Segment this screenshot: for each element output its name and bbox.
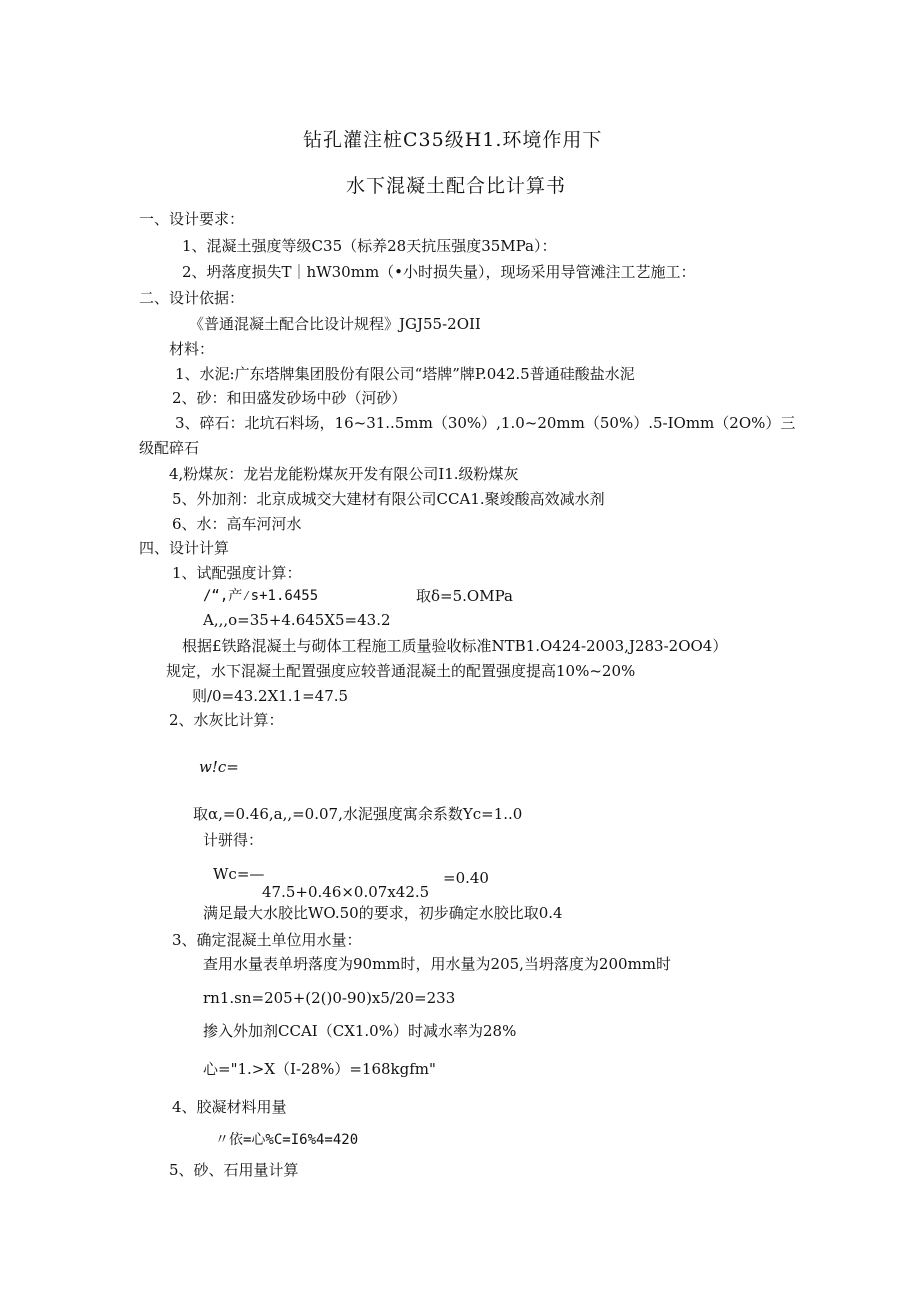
section4-heading: 四、设计计算 <box>139 539 230 557</box>
calc1-formula: /“,产⁄s+1.6455 <box>203 588 319 604</box>
standard-reference: 《普通混凝土配合比设计规程》JGJ55-2OII <box>189 315 481 333</box>
doc-title-line2: 水下混凝土配合比计算书 <box>346 175 567 197</box>
calc2-formula: w!c= <box>199 758 239 776</box>
calc2-calc-label: 计骈得： <box>203 831 264 849</box>
calc3-admixture: 掺入外加剂CCAI（CX1.0%）时减水率为28% <box>203 1022 517 1040</box>
material-gravel-cont: 级配碎石 <box>139 439 200 457</box>
material-admixture: 5、外加剂：北京成城交大建材有限公司CCA1.聚竣酸高效减水剂 <box>172 490 605 508</box>
section2-heading: 二、设计依据： <box>139 289 245 307</box>
design-req-1: 1、混凝土强度等级C35（标养28天抗压强度35MPa）： <box>182 237 557 255</box>
material-gravel: 3、碎石：北坑石料场，16~31..5mm（30%）,1.0~20mm（50%）.5-IOmm（2O%）三 <box>175 414 796 432</box>
material-water: 6、水：高车河河水 <box>172 515 302 533</box>
calc2-wc: Wc=— <box>213 865 265 883</box>
calc4-heading: 4、胶凝材料用量 <box>172 1098 287 1116</box>
material-sand: 2、砂：和田盛发砂场中砂（河砂） <box>172 389 407 407</box>
calc1-heading: 1、试配强度计算： <box>172 564 302 582</box>
calc2-wc-result: =0.40 <box>443 869 489 887</box>
material-cement: 1、水泥:广东塔牌集团股份有限公司“塔牌”牌P.042.5普通硅酸盐水泥 <box>175 365 635 383</box>
calc2-coefficients: 取α,=0.46,a,,=0.07,水泥强度寓余系数Yc=1..0 <box>193 805 523 823</box>
design-req-2: 2、坍落度损失T｜hW30mm（•小时损失量），现场采用导管滩注工艺施工： <box>182 263 696 281</box>
calc2-heading: 2、水灰比计算： <box>169 711 284 729</box>
calc1-result: 则/0=43.2X1.1=47.5 <box>192 687 349 705</box>
materials-label: 材料： <box>169 340 215 358</box>
material-flyash: 4,粉煤灰：龙岩龙能粉煤灰开发有限公司I1.级粉煤灰 <box>169 465 519 483</box>
doc-title-line1: 钻孔灌注桩C35级H1.环境作用下 <box>303 129 603 151</box>
calc3-result: 心="1.>X（I-28%）=168kgfm" <box>203 1060 436 1078</box>
calc3-heading: 3、确定混凝土单位用水量： <box>172 931 362 949</box>
calc1-basis: 根据£铁路混凝土与砌体工程施工质量验收标准NTB1.O424-2003,J283-2OO4） <box>182 637 728 655</box>
calc1-calc: A,,,o=35+4.645X5=43.2 <box>203 611 391 629</box>
calc1-basis-cont: 规定，水下混凝土配置强度应较普通混凝土的配置强度提高10%~20% <box>166 662 636 680</box>
calc2-conclusion: 满足最大水胶比WO.50的要求，初步确定水胶比取0.4 <box>203 904 563 922</box>
calc4-formula: 〃依=心%C=I6%4=420 <box>215 1132 359 1148</box>
calc2-denominator: 47.5+0.46×0.07x42.5 <box>262 883 430 901</box>
section1-heading: 一、设计要求： <box>139 210 245 228</box>
calc1-delta: 取δ=5.OMPa <box>416 587 513 605</box>
calc5-heading: 5、砂、石用量计算 <box>169 1161 299 1179</box>
calc3-lookup: 查用水量表单坍落度为90mm时，用水量为205,当坍落度为200mm时 <box>203 955 672 973</box>
calc3-calc: rn1.sn=205+(2()0-90)x5/20=233 <box>203 989 456 1007</box>
